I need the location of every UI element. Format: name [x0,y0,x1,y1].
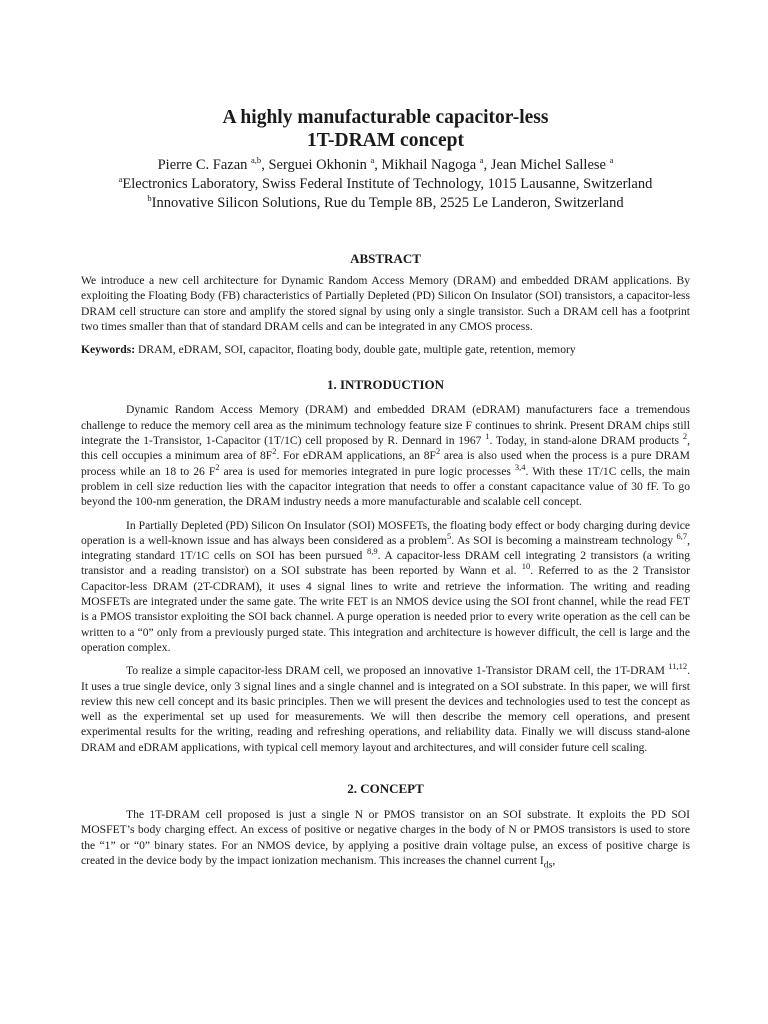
abstract-heading: ABSTRACT [350,251,421,266]
citation-superscript: 8,9 [366,546,378,557]
author-affil-mark: a [370,155,375,166]
author-name: Pierre C. Fazan [157,157,248,173]
citation-superscript: 6,7 [676,531,688,541]
affiliation-a [81,175,690,194]
keywords-line [81,342,690,357]
author-separator: , [374,157,382,173]
citation-superscript: 1 [485,431,490,442]
concept-paragraph-1 [81,807,690,873]
paragraph-text-run: In Partially Depleted (PD) Silicon On Insulator (SOI) MOSFETs, the floating body effect or body charging during device operation is a well-known issue and has always been considered as a problem [81,518,690,547]
keywords-label: Keywords: [81,343,136,357]
affiliation-mark: b [147,193,152,204]
author-name: Jean Michel Sallese [490,157,606,173]
citation-superscript: 2 [215,461,220,472]
author-name: Mikhail Nagoga [381,157,477,173]
paper-title [81,106,690,152]
paragraph-text-run: , [552,853,556,867]
paragraph-text-run: Dynamic Random Access Memory (DRAM) and embedded DRAM (eDRAM) manufacturers face a tremendous challenge to reduce the memory cell area as the minimum technology feature size F continues to shrink. Present DRAM chips still integrate the 1-Transistor, 1-Capacitor (1T/1C) cell proposed by R. Dennard in 1967 [81,403,690,448]
author-affil-mark: a [479,155,484,166]
paragraph-text-run: . It uses a true single device, only 3 signal lines and a single channel and is integrated on a SOI substrate. In this paper, we will first review this new cell concept and its basic principles. Then we will present the devices and technologies used to test the concept as well as the experimental set up used for measurements. We will then describe the memory cell operations, and present experimental results for the writing, reading and refreshing operations, and reliability data. Finally we will discuss stand-alone DRAM and eDRAM applications, with typical cell memory layout and architectures, and will consider future cell scaling. [81,664,690,754]
citation-superscript: 5 [446,531,452,541]
affiliation-text: Electronics Laboratory, Swiss Federal Institute of Technology, 1015 Lausanne, Switzerland [122,176,653,192]
intro-paragraph-1 [81,402,690,509]
title-line-2: 1T-DRAM concept [307,130,464,151]
affiliation-mark: a [118,174,123,185]
author-separator: , [261,157,269,173]
paragraph-text-run: . Referred to as the 2 Transistor Capacitor-less DRAM (2T-CDRAM), it uses 4 signal lines to write and retrieve the information. The writing and reading MOSFETs are integrated under the same gate. The write FET is an NMOS device using the SOI front channel, while the read FET is a PMOS transistor exploiting the SOI back channel. A purge operation is needed prior to every write operation as the cell can be written to a “0” only from a previously purged state. This integration and architecture is however difficult, the cell is large and the operation complex. [81,564,690,654]
citation-superscript: 2 [272,446,277,457]
author-affil-mark: a [609,155,614,166]
author-list [81,156,690,175]
abstract-paragraph: We introduce a new cell architecture for Dynamic Random Access Memory (DRAM) and embedded DRAM applications. By exploiting the Floating Body (FB) characteristics of Partially Depleted (PD) Silicon On Insulator (SOI) transistors, a capacitor-less DRAM cell structure can store and amplify the stored signal by using only a single transistor. Such a DRAM cell has a footprint two times smaller than that of standard DRAM cells and can be integrated in any CMOS process. [81,274,690,333]
author-affil-mark: a,b [251,155,262,166]
subscript-text: ds [543,859,553,871]
introduction-heading: 1. INTRODUCTION [326,377,444,393]
paragraph-text-run: The 1T-DRAM cell proposed is just a single N or PMOS transistor on an SOI substrate. It exploits the PD SOI MOSFET’s body charging effect. An excess of positive or negative charges in the body of N or PMOS transistors is used to store the “1” or “0” binary states. For an NMOS device, by applying a positive drain voltage pulse, an excess of positive charge is created in the device body by the impact ionization mechanism. This increases the channel current I [81,808,690,867]
paragraph-text-run: , this cell occupies a minimum area of 8F [81,434,690,463]
paragraph-text-run: . For eDRAM applications, an 8F [276,449,436,463]
paragraph-text-run: To realize a simple capacitor-less DRAM cell, we proposed an innovative 1-Transistor DRAM cell, the 1T-DRAM [126,664,669,678]
intro-paragraph-3 [81,663,690,755]
paragraph-text-run: , integrating standard 1T/1C cells on SOI has been pursued [81,533,690,563]
author-name: Serguei Okhonin [268,157,367,173]
citation-superscript: 3,4 [514,461,526,472]
intro-paragraph-2 [81,518,690,656]
paragraph-text-run: . With these 1T/1C cells, the main problem in cell size reduction lies with the capacitor integration that needs to offer a constant capacitance value of 30 fF. To go beyond the 100-nm generation, the DRAM industry needs a more manufacturable and scalable cell concept. [81,464,690,509]
paragraph-text-run: area is also used when the process is a pure DRAM process while an 18 to 26 F [81,449,690,478]
paragraph-text-run: area is used for memories integrated in pure logic processes [219,464,515,478]
citation-superscript: 2 [682,431,688,442]
affiliation-text: Innovative Silicon Solutions, Rue du Temple 8B, 2525 Le Landeron, Switzerland [151,195,624,211]
concept-heading: 2. CONCEPT [347,781,424,797]
keywords-text: DRAM, eDRAM, SOI, capacitor, floating body, double gate, multiple gate, retention, memory [138,343,576,357]
citation-superscript: 10 [521,561,531,572]
paragraph-text-run: . Today, in stand-alone DRAM products [489,434,683,448]
citation-superscript: 11,12 [668,661,688,672]
paragraph-text-run: . A capacitor-less DRAM cell integrating 2 transistors (a writing transistor and a reading transistor) on a SOI substrate has been reported by Wann et al. [81,549,690,578]
author-separator: , [483,157,491,173]
affiliation-b [81,194,690,213]
paragraph-text-run: . As SOI is becoming a mainstream technology [451,533,677,547]
citation-superscript: 2 [435,446,441,457]
title-line-1: A highly manufacturable capacitor-less [222,107,549,128]
